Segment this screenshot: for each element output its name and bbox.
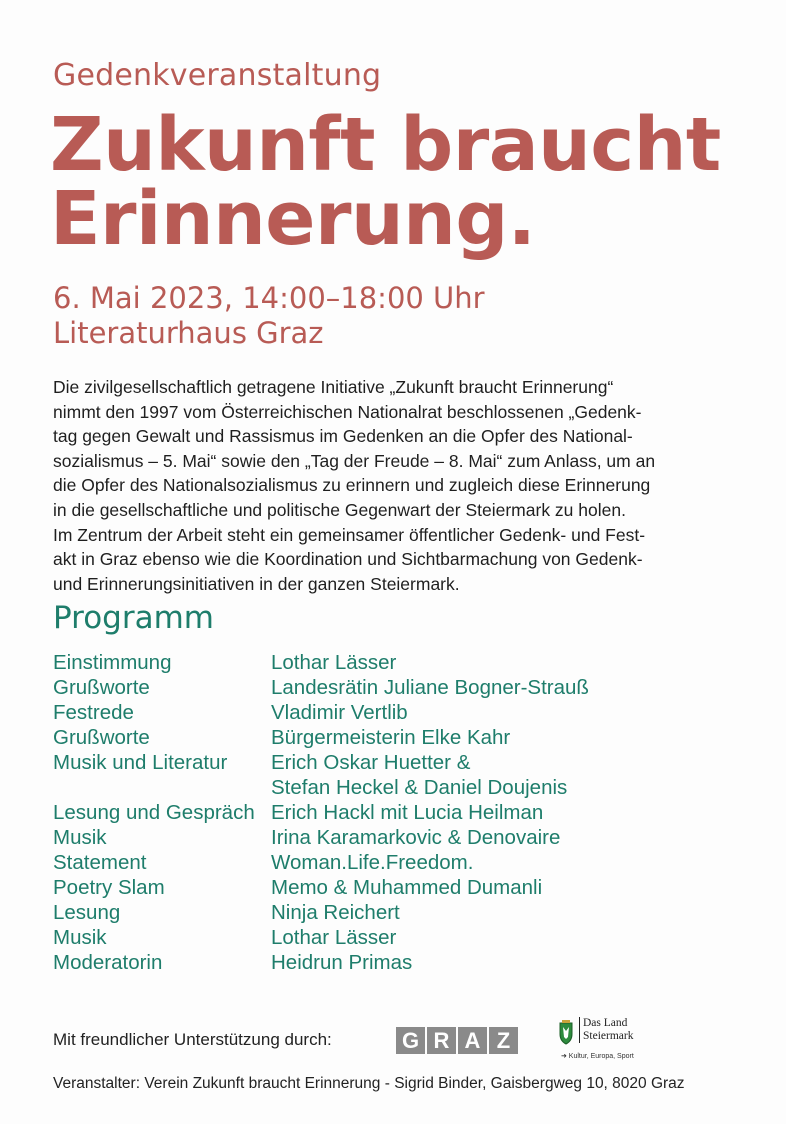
program-act: Musik <box>53 926 107 949</box>
program-heading: Programm <box>53 600 214 636</box>
program-row <box>53 925 753 950</box>
steiermark-logo-text <box>579 1017 633 1043</box>
program-row <box>53 750 753 775</box>
program-performer: Lothar Lässer <box>271 926 397 949</box>
headline-line-2: Erinnerung. <box>50 176 536 262</box>
program-performer: Bürgermeisterin Elke Kahr <box>271 726 511 749</box>
program-performer: Ninja Reichert <box>271 901 400 924</box>
program-act: Statement <box>53 851 147 874</box>
program-row <box>53 800 753 825</box>
program-row <box>53 700 753 725</box>
intro-line: akt in Graz ebenso wie die Koordination und Sichtbarmachung von Gedenk- <box>53 549 643 570</box>
program-row <box>53 850 753 875</box>
program-row <box>53 675 753 700</box>
steiermark-logo-line1: Das Land <box>583 1017 628 1029</box>
program-row <box>53 825 753 850</box>
program-act: Moderatorin <box>53 951 163 974</box>
intro-paragraph <box>53 375 743 596</box>
program-performer: Memo & Muhammed Dumanli <box>271 876 543 899</box>
program-act: Grußworte <box>53 676 150 699</box>
program-row <box>53 875 753 900</box>
graz-logo-letter: R <box>427 1027 456 1054</box>
sponsor-caption: Mit freundlicher Unterstützung durch: <box>53 1030 332 1049</box>
program-performer: Woman.Life.Freedom. <box>271 851 474 874</box>
steiermark-logo <box>557 1017 643 1065</box>
program-performer: Erich Oskar Huetter & <box>271 751 471 774</box>
organizer-line: Veranstalter: Verein Zukunft braucht Erinnerung - Sigrid Binder, Gaisbergweg 10, 8020 Graz <box>53 1075 685 1092</box>
program-act: Festrede <box>53 701 134 724</box>
program-row <box>53 775 753 800</box>
program-row <box>53 650 753 675</box>
event-headline <box>50 102 770 262</box>
program-act: Poetry Slam <box>53 876 165 899</box>
intro-line: in die gesellschaftliche und politische Gegenwart der Steiermark zu holen. <box>53 499 626 520</box>
program-performer: Stefan Heckel & Daniel Doujenis <box>271 776 568 799</box>
intro-line: und Erinnerungsinitiativen in der ganzen Steiermark. <box>53 573 460 594</box>
graz-logo-letter: Z <box>489 1027 518 1054</box>
program-act: Musik und Literatur <box>53 751 228 774</box>
program-row <box>53 725 753 750</box>
program-act <box>53 775 271 800</box>
program-performer: Vladimir Vertlib <box>271 701 408 724</box>
program-act: Lesung und Gespräch <box>53 801 255 824</box>
program-act: Lesung <box>53 901 121 924</box>
program-act: Musik <box>53 826 107 849</box>
graz-logo-letter: A <box>458 1027 487 1054</box>
program-performer: Heidrun Primas <box>271 951 413 974</box>
intro-line: Im Zentrum der Arbeit steht ein gemeinsamer öffentlicher Gedenk- und Fest- <box>53 524 646 545</box>
intro-line: sozialismus – 5. Mai“ sowie den „Tag der Freude – 8. Mai“ zum Anlass, um an <box>53 450 656 471</box>
graz-logo-letter: G <box>396 1027 425 1054</box>
program-row <box>53 900 753 925</box>
intro-line: nimmt den 1997 vom Österreichischen Nationalrat beschlossenen „Gedenk- <box>53 401 642 422</box>
steiermark-crest-icon <box>557 1019 575 1045</box>
intro-line: Die zivilgesellschaftlich getragene Initiative „Zukunft braucht Erinnerung“ <box>53 377 614 397</box>
steiermark-logo-subline: ➜ Kultur, Europa, Sport <box>561 1053 634 1060</box>
program-act: Einstimmung <box>53 651 172 674</box>
event-date: 6. Mai 2023, 14:00–18:00 Uhr <box>53 281 485 315</box>
program-list <box>53 650 753 975</box>
intro-line: die Opfer des Nationalsozialismus zu erinnern und zugleich diese Erinnerung <box>53 475 651 496</box>
event-type-label: Gedenkveranstaltung <box>53 58 382 93</box>
program-performer: Landesrätin Juliane Bogner-Strauß <box>271 676 589 699</box>
intro-line: tag gegen Gewalt und Rassismus im Gedenken an die Opfer des National- <box>53 426 633 447</box>
program-performer: Erich Hackl mit Lucia Heilman <box>271 801 544 824</box>
event-venue: Literaturhaus Graz <box>53 316 324 350</box>
program-performer: Lothar Lässer <box>271 651 397 674</box>
headline-line-1: Zukunft braucht <box>50 102 721 188</box>
graz-logo <box>396 1027 518 1054</box>
program-performer: Irina Karamarkovic & Denovaire <box>271 826 561 849</box>
program-act: Grußworte <box>53 726 150 749</box>
program-row <box>53 950 753 975</box>
steiermark-logo-line2: Steiermark <box>583 1030 634 1042</box>
